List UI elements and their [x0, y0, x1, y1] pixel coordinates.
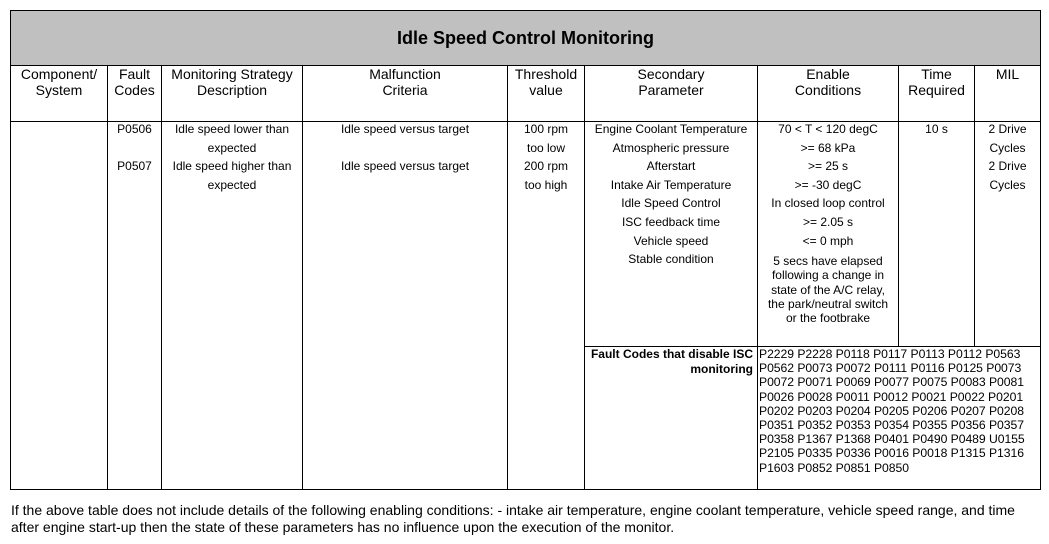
threshold-text: too low [526, 140, 566, 155]
table-title: Idle Speed Control Monitoring [11, 11, 1040, 66]
secondary-parameter-list [585, 120, 757, 269]
secondary-parameter: Stable condition [628, 252, 714, 267]
mil-text: 2 Drive [988, 122, 1027, 136]
header-mil: MIL [995, 66, 1020, 82]
threshold-text: 200 rpm [523, 159, 569, 174]
secondary-parameter: Afterstart [646, 159, 696, 174]
strategy-text: Idle speed higher than [172, 159, 292, 174]
mil-text: 2 Drive [988, 159, 1027, 174]
header-component: Component/ System [20, 66, 98, 98]
secondary-parameter: ISC feedback time [621, 214, 721, 229]
header-time: Time Required [908, 66, 965, 98]
strategy-text: expected [207, 140, 257, 155]
disabling-codes-label: Fault Codes that disable ISC monitoring [590, 347, 753, 376]
time-cell [899, 120, 974, 139]
enable-conditions-list [758, 120, 898, 250]
header-threshold: Threshold value [514, 66, 578, 98]
fault-code-cell [108, 120, 161, 176]
secondary-parameter: Engine Coolant Temperature [594, 122, 748, 136]
threshold-cell [508, 120, 584, 194]
strategy-cell [162, 120, 302, 194]
threshold-text: 100 rpm [523, 122, 569, 136]
enable-condition: 70 < T < 120 degC [778, 122, 878, 136]
disabling-codes-list: P2229 P2228 P0118 P0117 P0113 P0112 P0563 P0562 P0073 P0072 P0111 P0116 P0125 P0073 P0072 P0071 P0069 P0077 P0075 P0083 P0081 P0026 P0028 P0011 P0012 P0021 P0022 P0201 P0202 P0203 P0204 P0205 P0206 P0207 P0208 P0351 P0352 P0353 P0354 P0355 P0356 P0357 P0358 P1367 P1368 P0401 P0490 P0489 U0155 P2105 P0335 P0336 P0016 P0018 P1315 P1316 P1603 P0852 P0851 P0850 [759, 347, 1025, 475]
header-secondary: Secondary Parameter [637, 66, 705, 98]
threshold-text: too high [524, 177, 568, 192]
footer-note: If the above table does not include details of the following enabling conditions: - intake air temperature, engine coolant temperature, vehicle speed range, and time after engine start-up then the state of these parameters has no influence upon the execution of the monitor. [11, 502, 1015, 535]
stable-condition-text: 5 secs have elapsed following a change in state of the A/C relay, the park/neutral switch or the footbrake [767, 254, 889, 326]
secondary-parameter: Atmospheric pressure [612, 140, 730, 155]
column-divider [898, 66, 899, 346]
enable-condition: >= 25 s [807, 159, 849, 174]
secondary-parameter: Intake Air Temperature [610, 177, 732, 192]
malfunction-text: Idle speed versus target [340, 122, 470, 136]
header-strategy: Monitoring Strategy Description [171, 66, 293, 98]
enable-condition: >= -30 degC [794, 177, 862, 192]
header-malfunction: Malfunction Criteria [369, 66, 441, 98]
fault-code: P0507 [117, 159, 152, 174]
mil-text: Cycles [989, 177, 1026, 192]
header-fault-codes: Fault Codes [114, 66, 155, 98]
enable-condition: <= 0 mph [802, 233, 854, 248]
malfunction-cell [303, 120, 507, 176]
enable-condition: In closed loop control [771, 196, 885, 211]
mil-cell [975, 120, 1040, 194]
enable-condition: >= 2.05 s [802, 214, 854, 229]
mil-text: Cycles [989, 140, 1026, 155]
fault-code: P0506 [117, 122, 152, 136]
malfunction-text: Idle speed versus target [340, 159, 470, 174]
header-enable: Enable Conditions [794, 66, 862, 98]
strategy-text: expected [207, 177, 257, 192]
secondary-parameter: Vehicle speed [633, 233, 709, 248]
time-required: 10 s [925, 122, 948, 136]
column-divider [974, 66, 975, 346]
enable-condition: >= 68 kPa [800, 140, 856, 155]
strategy-text: Idle speed lower than [174, 122, 290, 136]
secondary-parameter: Idle Speed Control [621, 196, 721, 211]
